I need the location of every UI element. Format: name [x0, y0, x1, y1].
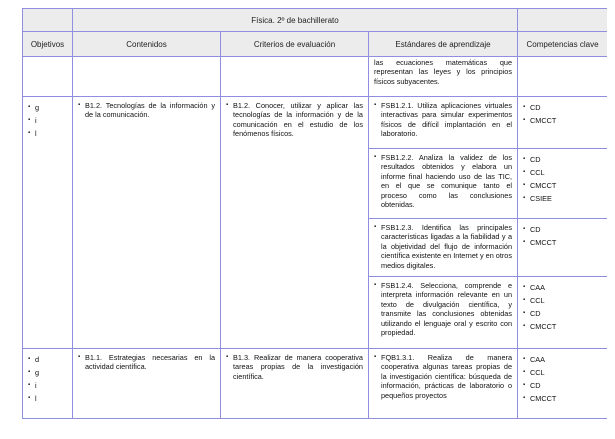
competencia-item: ▪ CMCCT — [523, 179, 602, 192]
competencia-item: ▪ CAA — [523, 281, 602, 294]
empty-cell — [221, 57, 369, 97]
title-spacer-cell — [518, 9, 607, 32]
competencia-item: ▪ CSIEE — [523, 192, 602, 205]
competencia-item: ▪ CCL — [523, 366, 602, 379]
competencia-item: ▪ CD — [523, 101, 602, 114]
objetivo-item: ▪ g — [28, 101, 67, 114]
competencia-item: ▪ CAA — [523, 353, 602, 366]
competencia-item: ▪ CMCCT — [523, 392, 602, 405]
competencias-cell — [518, 97, 607, 149]
table-title: Física. 2º de bachillerato — [73, 9, 518, 32]
contenido-item: ▪ B1.2. Tecnologías de la información y de la comunicación. — [78, 101, 215, 120]
estandar-item: ▪ FSB1.2.2. Analiza la validez de los resultados obtenidos y elabora un informe final haciendo uso de las TIC, en el que se comunique tanto el proceso como las conclusiones obtenidas. — [374, 153, 512, 209]
header-objetivos: Objetivos — [23, 32, 73, 57]
objetivo-item: ▪ d — [28, 353, 67, 366]
table-title-row — [23, 9, 608, 32]
objetivo-item: ▪ i — [28, 379, 67, 392]
header-competencias: Competencias clave — [518, 32, 607, 57]
estandar-cell — [369, 277, 518, 349]
competencias-cell — [518, 219, 607, 277]
competencia-item: ▪ CMCCT — [523, 320, 602, 333]
estandar-item: ▪ FSB1.2.3. Identifica las principales características ligadas a la fiabilidad y a la objetividad del flujo de información científica existente en Internet y en otros medios digitales. — [374, 223, 512, 270]
table-row — [23, 349, 608, 419]
estandar-item: ▪ FSB1.2.4. Selecciona, comprende e interpreta información relevante en un texto de divulgación científica, y transmite las conclusiones obtenidas utilizando el lenguaje oral y escrito con propiedad. — [374, 281, 512, 337]
criterio-cell — [221, 97, 369, 349]
estandar-item: ▪ FQB1.3.1. Realiza de manera cooperativa algunas tareas propias de la investigación científica: búsqueda de información, prácticas de laboratorio o pequeños proyectos — [374, 353, 512, 400]
title-spacer-cell — [23, 9, 73, 32]
estandar-continuation: las ecuaciones matemáticas que representan las leyes y los principios físicos subyacentes. — [369, 57, 518, 97]
contenido-item: ▪ B1.1. Estrategias necesarias en la actividad científica. — [78, 353, 215, 372]
competencia-item: ▪ CD — [523, 379, 602, 392]
contenido-cell — [73, 97, 221, 349]
competencia-item: ▪ CD — [523, 223, 602, 236]
contenido-cell — [73, 349, 221, 419]
competencias-cell — [518, 149, 607, 219]
estandar-cell — [369, 97, 518, 149]
table-row — [23, 57, 608, 97]
objetivo-item: ▪ g — [28, 366, 67, 379]
objetivos-cell — [23, 349, 73, 419]
estandar-cell — [369, 149, 518, 219]
competencias-cell — [518, 349, 607, 419]
document-page — [22, 8, 607, 438]
empty-cell — [518, 57, 607, 97]
empty-cell — [73, 57, 221, 97]
estandar-item: ▪ FSB1.2.1. Utiliza aplicaciones virtuales interactivas para simular experimentos físicos de difícil implantación en el laboratorio. — [374, 101, 512, 139]
competencia-item: ▪ CCL — [523, 166, 602, 179]
header-criterios: Criterios de evaluación — [221, 32, 369, 57]
header-estandares: Estándares de aprendizaje — [369, 32, 518, 57]
curriculum-table — [22, 8, 607, 419]
objetivos-cell — [23, 97, 73, 349]
competencia-item: ▪ CD — [523, 153, 602, 166]
objetivo-item: ▪ l — [28, 392, 67, 405]
criterio-item: ▪ B1.3. Realizar de manera cooperativa tareas propias de la investigación científica. — [226, 353, 363, 381]
competencia-item: ▪ CMCCT — [523, 236, 602, 249]
competencia-item: ▪ CMCCT — [523, 114, 602, 127]
estandar-cell — [369, 349, 518, 419]
objetivo-item: ▪ l — [28, 127, 67, 140]
estandar-cell — [369, 219, 518, 277]
table-header-row — [23, 32, 608, 57]
competencias-cell — [518, 277, 607, 349]
competencia-item: ▪ CD — [523, 307, 602, 320]
criterio-cell — [221, 349, 369, 419]
objetivo-item: ▪ i — [28, 114, 67, 127]
empty-cell — [23, 57, 73, 97]
table-row — [23, 97, 608, 149]
header-contenidos: Contenidos — [73, 32, 221, 57]
competencia-item: ▪ CCL — [523, 294, 602, 307]
criterio-item: ▪ B1.2. Conocer, utilizar y aplicar las tecnologías de la información y de la comunicación en el estudio de los fenómenos físicos. — [226, 101, 363, 139]
